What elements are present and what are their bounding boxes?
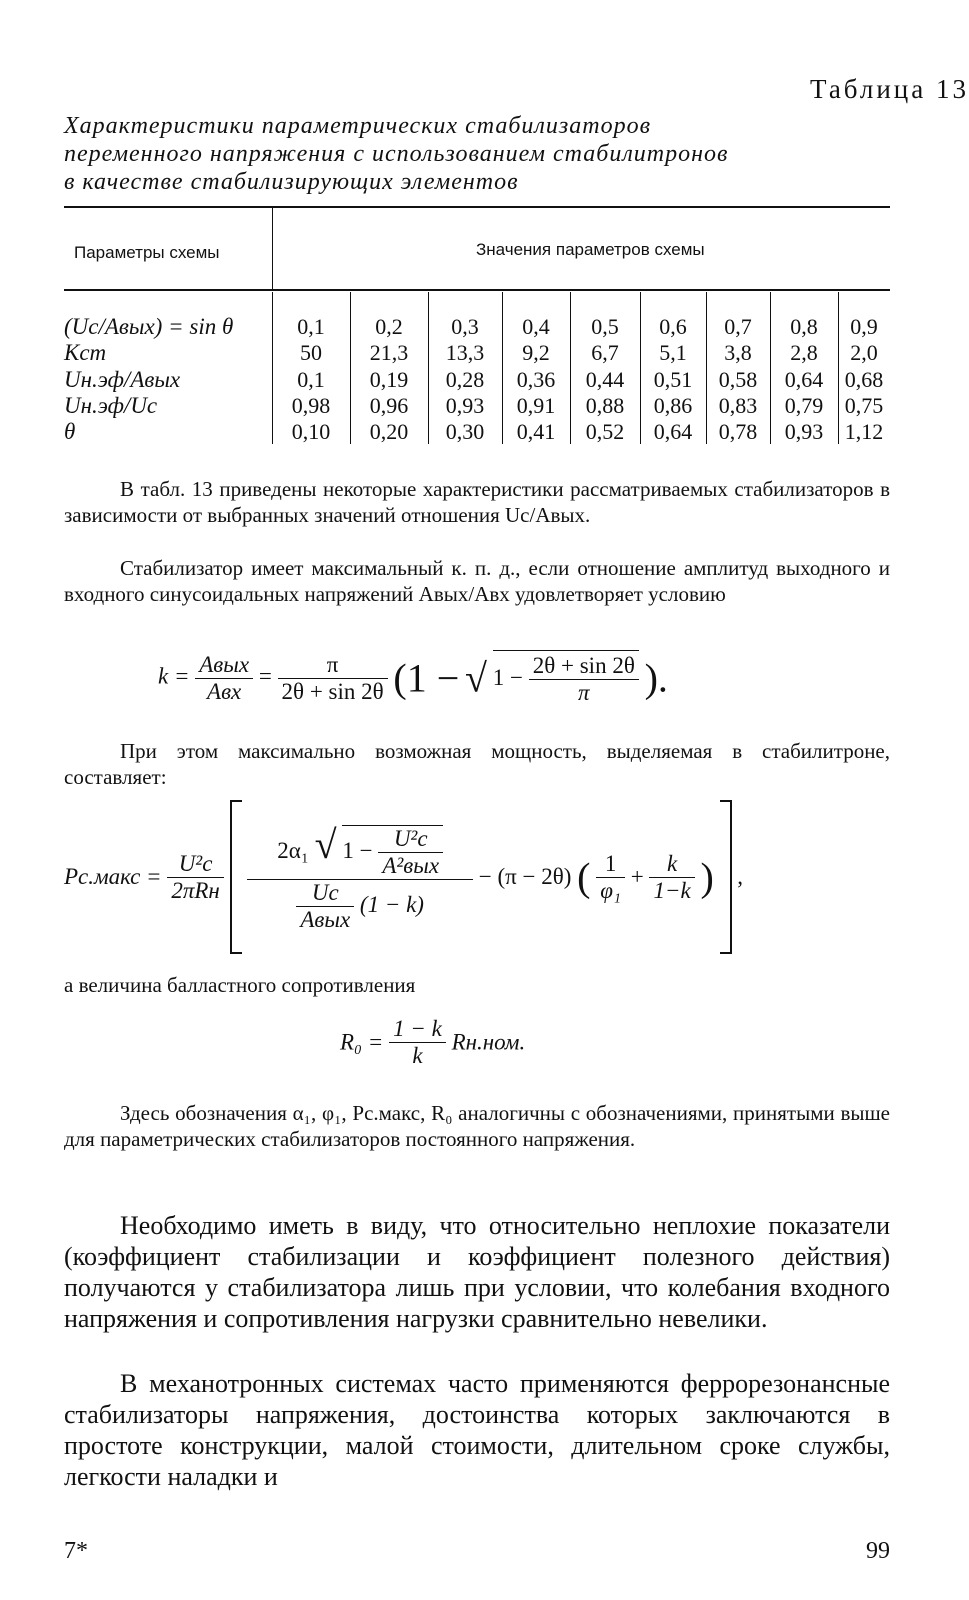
row-label-sin-theta: (Uс/Aвых) = sin θ: [64, 314, 234, 339]
table-cell: 0,96: [369, 393, 409, 418]
table-cell: 0,19: [369, 367, 409, 392]
table-cell: 0,58: [718, 367, 758, 392]
row-label-un-uc: Uн.эф/Uс: [64, 393, 158, 418]
table-cell: 0,98: [291, 393, 331, 418]
table-cell: 0,2: [375, 314, 403, 339]
table-cell: 0,64: [653, 419, 693, 444]
paragraph-6: Необходимо иметь в виду, что относительно неплохие показатели (коэффициент стабилизации и коэффициент полезного действия) получаются у стабилизатора лишь при условии, что колебания входного напряжения и сопротивления нагрузки сравнительно невелики.: [64, 1211, 890, 1333]
table-cell: 0,1: [297, 314, 325, 339]
table-cell: 6,7: [591, 340, 619, 365]
paragraph-1: В табл. 13 приведены некоторые характеристики рассматриваемых стабилизаторов в зависимости от выбранных значений отношения Uс/Aвых.: [64, 477, 890, 527]
table-cell: 0,78: [718, 419, 758, 444]
table-cell: 2,0: [850, 340, 878, 365]
table-cell: 3,8: [724, 340, 752, 365]
column-line: [838, 292, 839, 444]
column-line: [706, 292, 707, 444]
column-line: [272, 292, 273, 444]
table-cell: 0,86: [653, 393, 693, 418]
paragraph-7: В механотронных системах часто применяются феррорезонансные стабилизаторы напряжения, достоинства которых заключаются в простоте конструкции, малой стоимости, длительном сроке службы, легкости наладки и: [64, 1369, 890, 1491]
table-cell: 21,3: [369, 340, 409, 365]
column-line: [350, 292, 351, 444]
table-cell: 0,36: [516, 367, 556, 392]
formula-k: k = $\frac{\text{Aвых}}{\text{Aвх}}$ = $\frac{\pi}{2\theta + \sin 2\theta}$ (1 − √ 1 − $\frac{2\theta + \sin 2\theta}{\pi}$ ).: [158, 651, 668, 705]
table-cell: 0,4: [522, 314, 550, 339]
table-title-line-3: в качестве стабилизирующих элементов: [64, 169, 519, 195]
paragraph-3: При этом максимально возможная мощность, выделяемая в стабилитроне, составляет:: [64, 739, 890, 789]
page-number: 99: [866, 1538, 890, 1564]
table-cell: 0,91: [516, 393, 556, 418]
table-top-rule: [64, 206, 890, 208]
table-cell: 0,9: [850, 314, 878, 339]
header-parameters: Параметры схемы: [74, 243, 220, 262]
table-cell: 0,83: [718, 393, 758, 418]
table-title: [64, 112, 904, 196]
column-line: [640, 292, 641, 444]
table-cell: 2,8: [790, 340, 818, 365]
table-cell: 0,28: [445, 367, 485, 392]
row-label-kst: Kст: [64, 340, 107, 365]
table-cell: 9,2: [522, 340, 550, 365]
column-line: [770, 292, 771, 444]
formula-p: Pс.макс = $\frac{\text{U²с}}{\text{2πRн}}$ 2α₁ √ 1 − $\frac{\text{U²с}}{\text{A²вых}}$ $\frac{Uс}{\text{Aвых}}$ (1 − k) − (π − 2θ) ( $\frac{1}{\text{φ₁}}$ + $\frac{k}{1-k}$ ) ,: [64, 800, 743, 954]
row-label-un-avyh: Uн.эф/Aвых: [64, 367, 181, 392]
table-cell: 0,6: [659, 314, 687, 339]
table-cell: 0,88: [585, 393, 625, 418]
row-label-theta: θ: [64, 419, 76, 444]
table-cell: 0,7: [724, 314, 752, 339]
table-cell: 0,41: [516, 419, 556, 444]
paragraph-2: Стабилизатор имеет максимальный к. п. д., если отношение амплитуд выходного и входного синусоидальных напряжений Aвых/Aвх удовлетворяет условию: [64, 556, 890, 606]
header-values: Значения параметров схемы: [476, 240, 705, 259]
header-divider: [272, 208, 273, 289]
table-cell: 0,20: [369, 419, 409, 444]
table-header-rule: [64, 289, 890, 291]
table-caption: Таблица 13: [810, 74, 969, 104]
column-line: [502, 292, 503, 444]
table-cell: 13,3: [445, 340, 485, 365]
table-cell: 50: [300, 340, 322, 365]
formula-r0: R₀ = $\frac{1 - k}{k}$ Rн.ном.: [340, 1016, 526, 1068]
table-cell: 0,44: [585, 367, 625, 392]
table-cell: 0,64: [784, 367, 824, 392]
table-cell: 1,12: [844, 419, 884, 444]
table-cell: 0,51: [653, 367, 693, 392]
table-cell: 0,52: [585, 419, 625, 444]
table-title-line-1: Характеристики параметрических стабилизаторов: [64, 113, 651, 139]
table-cell: 0,5: [591, 314, 619, 339]
table-cell: 5,1: [659, 340, 687, 365]
paragraph-4: а величина балластного сопротивления: [64, 973, 416, 997]
table-cell: 0,30: [445, 419, 485, 444]
column-line: [570, 292, 571, 444]
table-cell: 0,1: [297, 367, 325, 392]
table-cell: 0,8: [790, 314, 818, 339]
table-cell: 0,79: [784, 393, 824, 418]
table-cell: 0,68: [844, 367, 884, 392]
table-cell: 0,10: [291, 419, 331, 444]
table-cell: 0,93: [784, 419, 824, 444]
signature-mark: 7*: [64, 1538, 88, 1564]
column-line: [428, 292, 429, 444]
paragraph-5: Здесь обозначения α₁, φ₁, Pс.макс, R₀ аналогичны с обозначениями, принятыми выше для параметрических стабилизаторов постоянного напряжения.: [64, 1101, 890, 1151]
table-cell: 0,93: [445, 393, 485, 418]
table-title-line-2: переменного напряжения с использованием стабилитронов: [64, 141, 729, 167]
table-cell: 0,3: [451, 314, 479, 339]
table-cell: 0,75: [844, 393, 884, 418]
